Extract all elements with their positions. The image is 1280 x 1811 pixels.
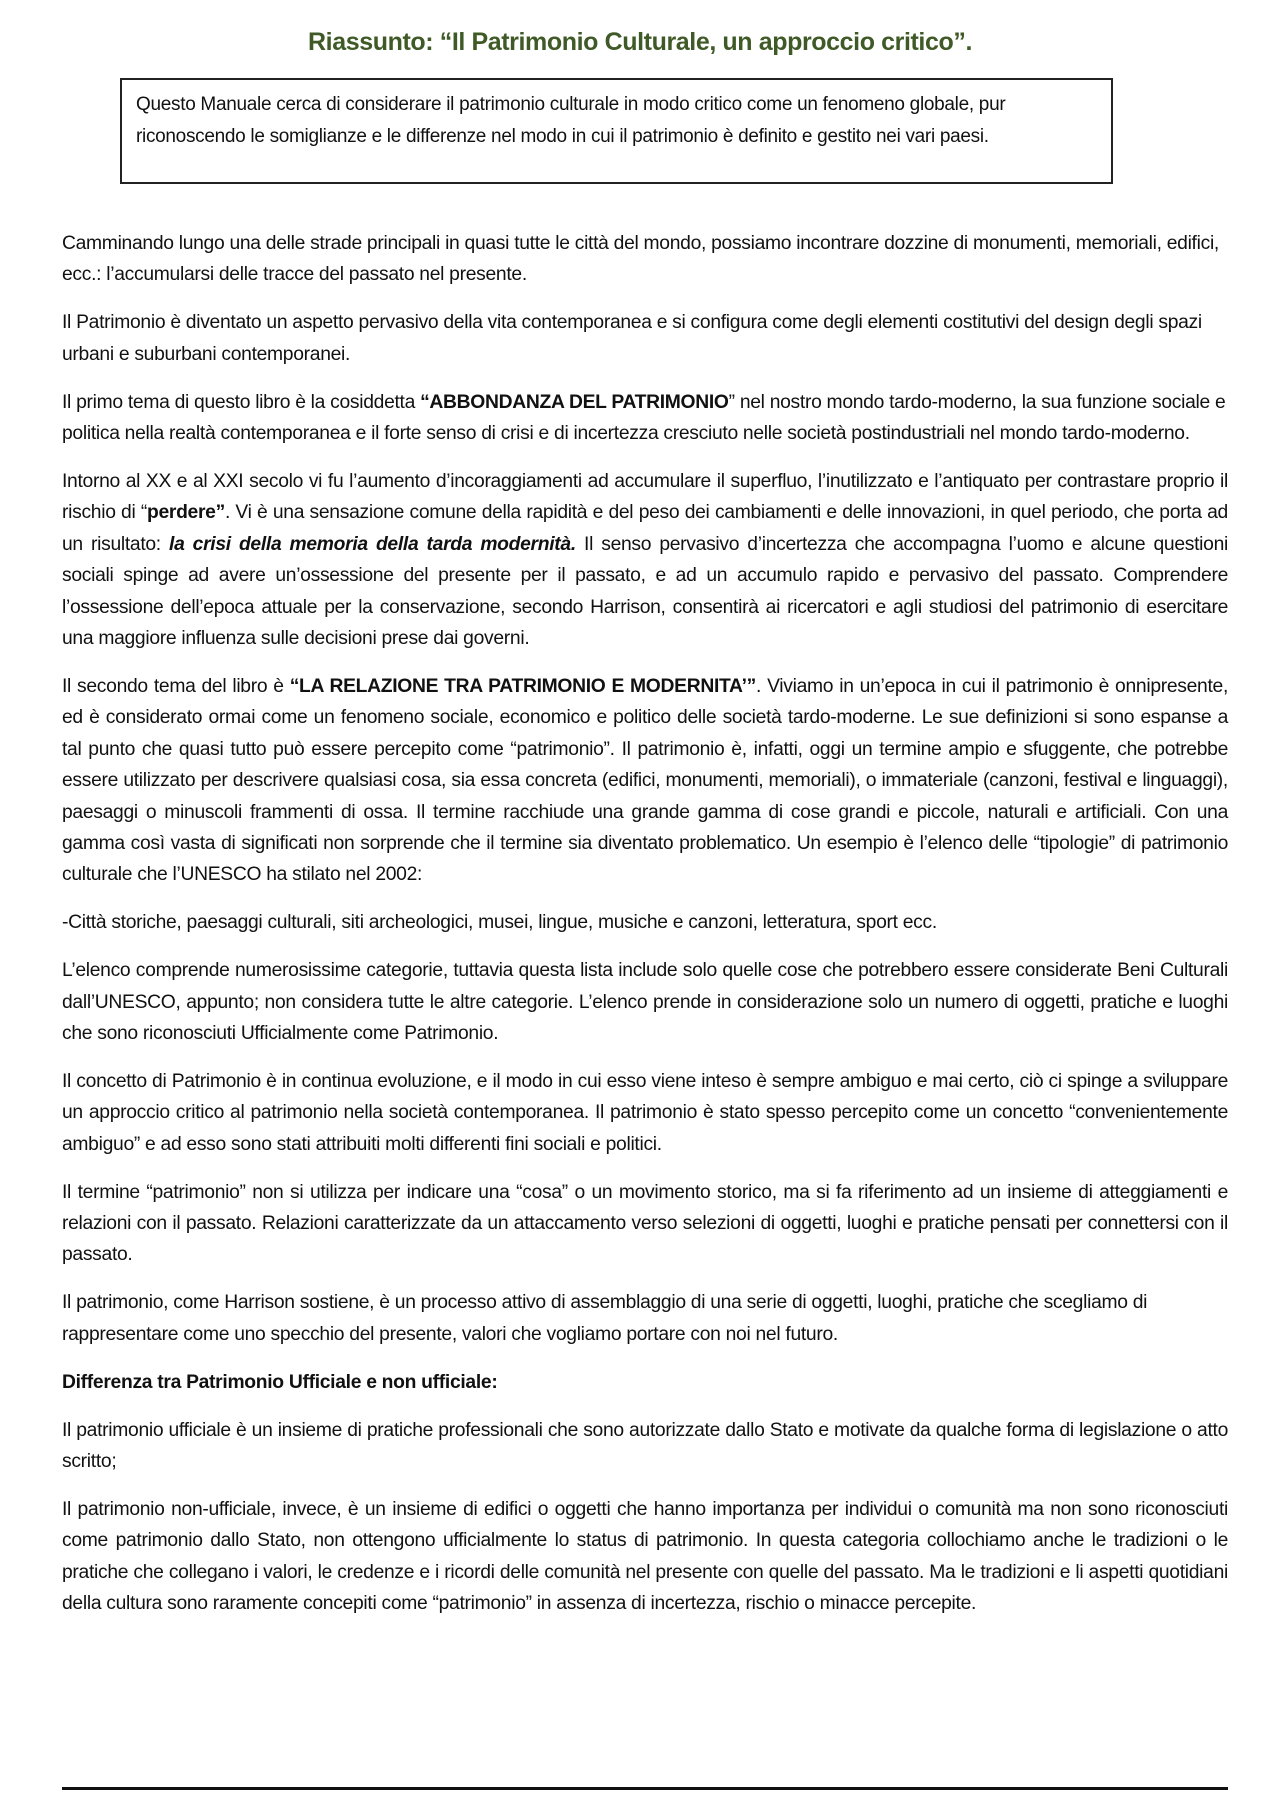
bold-text: “ABBONDANZA DEL PATRIMONIO (420, 391, 729, 413)
paragraph (62, 671, 1228, 891)
document-title: Riassunto: “Il Patrimonio Culturale, un approccio critico”. (308, 28, 972, 56)
heading-text: Differenza tra Patrimonio Ufficiale e non ufficiale: (62, 1371, 498, 1393)
paragraph (62, 466, 1228, 654)
document-body (62, 228, 1228, 1636)
bold-text: “LA RELAZIONE TRA PATRIMONIO E MODERNITA’” (289, 675, 757, 697)
summary-box (120, 78, 1113, 184)
paragraph: Il concetto di Patrimonio è in continua evoluzione, e il modo in cui esso viene inteso è sempre ambiguo e mai certo, ciò ci spinge a sviluppare un approccio critico al patrimonio nella società contemporanea. Il patrimonio è stato spesso percepito come un concetto “convenientemente ambiguo” e ad esso sono stati attribuiti molti differenti fini sociali e politici. (62, 1070, 1228, 1155)
list-item: -Città storiche, paesaggi culturali, siti archeologici, musei, lingue, musiche e canzoni, letteratura, sport ecc. (62, 912, 937, 934)
bold-italic-text: la crisi della memoria della tarda modernità. (169, 533, 576, 555)
text: ” nel nostro mondo tardo-moderno, la sua funzione sociale e politica nella realtà contemporanea e il forte senso di crisi e di incertezza cresciuto nelle società postindustriali nel mondo tardo-moderno. (62, 391, 1226, 445)
paragraph: L’elenco comprende numerosissime categorie, tuttavia questa lista include solo quelle cose che potrebbero essere considerate Beni Culturali dall’UNESCO, appunto; non considera tutte le altre categorie. L’elenco prende in considerazione solo un numero di oggetti, pratiche e luoghi che sono riconosciuti Ufficialmente come Patrimonio. (62, 960, 1228, 1044)
paragraph: Il patrimonio non-ufficiale, invece, è un insieme di edifici o oggetti che hanno importanza per individui o comunità ma non sono riconosciuti come patrimonio dallo Stato, non ottengono ufficialmente lo status di patrimonio. In questa categoria collochiamo anche le tradizioni o le pratiche che collegano i valori, le credenze e i ricordi delle comunità nel presente con quelle del passato. Ma le tradizioni e li aspetti quotidiani della cultura sono raramente concepiti come “patrimonio” in assenza di incertezza, rischio o minacce percepite. (62, 1498, 1228, 1615)
text: . Vi è una sensazione comune della rapidità e del peso dei cambiamenti e delle innovazioni, in quel periodo, che porta ad un risultato: (62, 502, 1228, 555)
text: Intorno al XX e al XXI secolo vi fu l’aumento d’incoraggiamenti ad accumulare il superfluo, l’inutilizzato e l’antiquato per contrastare proprio il rischio di “ (62, 470, 1228, 524)
section-heading (62, 1367, 1228, 1398)
paragraph (62, 387, 1228, 450)
bold-text: perdere” (146, 502, 225, 524)
bottom-rule (62, 1787, 1228, 1790)
paragraph: Il termine “patrimonio” non si utilizza per indicare una “cosa” o un movimento storico, ma si fa riferimento ad un insieme di atteggiamenti e relazioni con il passato. Relazioni caratterizzate da un attaccamento verso selezioni di oggetti, luoghi e pratiche pensati per connettersi con il passato. (62, 1181, 1228, 1266)
paragraph: Il patrimonio, come Harrison sostiene, è un processo attivo di assemblaggio di una serie di oggetti, luoghi, pratiche che scegliamo di rappresentare come uno specchio del presente, valori che vogliamo portare con noi nel futuro. (62, 1292, 1148, 1345)
paragraph: Camminando lungo una delle strade principali in quasi tutte le città del mondo, possiamo incontrare dozzine di monumenti, memoriali, edifici, ecc.: l’accumularsi delle tracce del passato nel presente. (62, 233, 1219, 286)
paragraph: Il patrimonio ufficiale è un insieme di pratiche professionali che sono autorizzate dallo Stato e motivate da qualche forma di legislazione o atto scritto; (62, 1419, 1228, 1472)
text: Il primo tema di questo libro è la cosiddetta (62, 391, 421, 413)
text: Il secondo tema del libro è (62, 675, 290, 697)
summary-text: Questo Manuale cerca di considerare il patrimonio culturale in modo critico come un fenomeno globale, pur riconoscendo le somiglianze e le differenze nel modo in cui il patrimonio è definito e gestito nei vari paesi. (136, 94, 1006, 147)
paragraph: Il Patrimonio è diventato un aspetto pervasivo della vita contemporanea e si configura come degli elementi costitutivi del design degli spazi urbani e suburbani contemporanei. (62, 312, 1202, 365)
text: Il senso pervasivo d’incertezza che accompagna l’uomo e alcune questioni sociali spinge ad avere un’ossessione del presente per il passato, e ad un accumulo rapido e pervasivo del passato. Comprendere l’ossessione dell’epoca attuale per la conservazione, secondo Harrison, consentirà ai ricercatori e agli studiosi del patrimonio di esercitare una maggiore influenza sulle decisioni prese dai governi. (62, 533, 1228, 649)
text: . Viviamo in un’epoca in cui il patrimonio è onnipresente, ed è considerato ormai come un fenomeno sociale, economico e politico delle società tardo-moderne. Le sue definizioni si sono espanse a tal punto che quasi tutto può essere percepito come “patrimonio”. Il patrimonio è, infatti, oggi un termine ampio e sfuggente, che potrebbe essere utilizzato per descrivere qualsiasi cosa, sia essa concreta (edifici, monumenti, memoriali), o immateriale (canzoni, festival e linguaggi), paesaggi o minuscoli frammenti di ossa. Il termine racchiude una grande gamma di cose grandi e piccole, naturali e artificiali. Con una gamma così vasta di significati non sorprende che il termine sia diventato problematico. Un esempio è l’elenco delle “tipologie” di patrimonio culturale che l’UNESCO ha stilato nel 2002: (62, 675, 1229, 886)
